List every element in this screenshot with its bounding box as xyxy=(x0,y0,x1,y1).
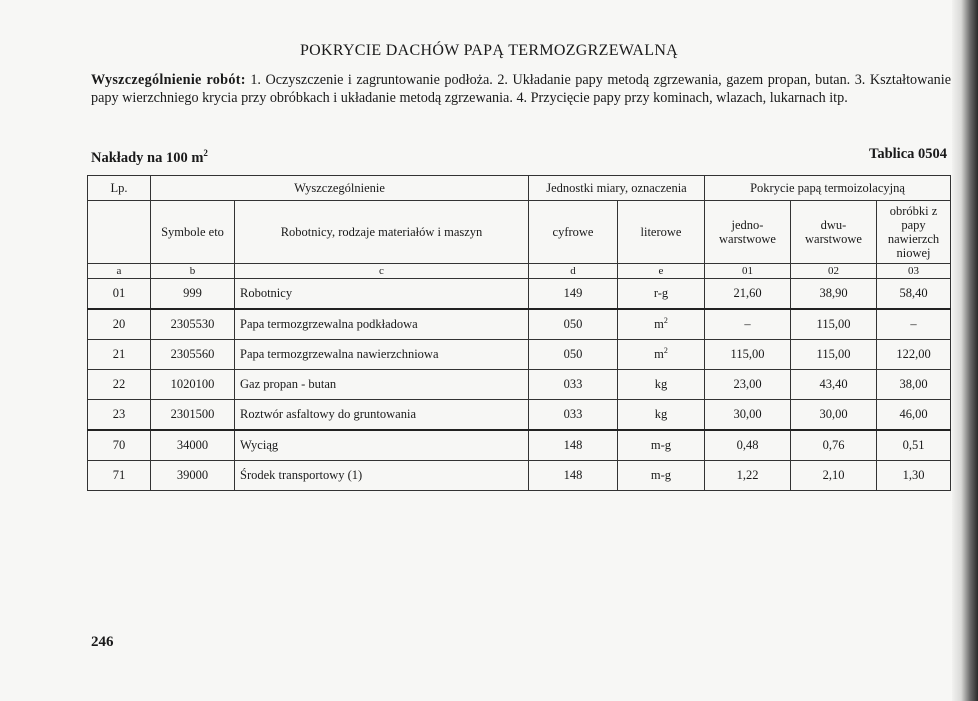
cell-obrobki-text: 0,51 xyxy=(902,438,925,452)
cell-lp-text: 21 xyxy=(112,347,126,361)
cell-symbol-text: 2305560 xyxy=(170,347,215,361)
cell-jednowarstwowe xyxy=(705,370,791,400)
table-row xyxy=(88,279,951,310)
cell-symbol xyxy=(151,340,235,370)
cell-jednowarstwowe-text: 23,00 xyxy=(733,377,762,391)
cell-literowe xyxy=(618,279,705,310)
cell-obrobki-text: 38,00 xyxy=(899,377,928,391)
cell-dwuwarstwowe xyxy=(791,461,877,491)
cell-dwuwarstwowe-text: 115,00 xyxy=(816,317,851,331)
cell-lp-text: 01 xyxy=(112,286,126,300)
unit-exponent: 2 xyxy=(663,346,668,356)
cell-symbol xyxy=(151,430,235,461)
cell-jednowarstwowe-text: 115,00 xyxy=(730,347,765,361)
cell-dwuwarstwowe-text: 2,10 xyxy=(822,468,845,482)
cell-jednowarstwowe xyxy=(705,430,791,461)
cell-obrobki-text: 46,00 xyxy=(899,407,928,421)
page-number: 246 xyxy=(91,634,114,650)
cell-symbol xyxy=(151,400,235,431)
cell-obrobki xyxy=(877,370,951,400)
cell-jednowarstwowe xyxy=(705,461,791,491)
cell-literowe xyxy=(618,430,705,461)
cell-obrobki xyxy=(877,461,951,491)
cell-lp xyxy=(88,340,151,370)
cell-obrobki-text: 122,00 xyxy=(896,347,931,361)
cell-cyfrowe-text: 033 xyxy=(563,377,583,391)
cell-literowe-text: m-g xyxy=(650,468,672,482)
table-row xyxy=(88,370,951,400)
cell-symbol xyxy=(151,461,235,491)
cell-name-text: Robotnicy xyxy=(240,286,293,300)
column-letter: e xyxy=(618,264,705,279)
naklady-exponent: 2 xyxy=(203,148,208,158)
cell-cyfrowe-text: 148 xyxy=(563,438,583,452)
unit-exponent: 2 xyxy=(663,316,668,326)
cell-name xyxy=(235,279,529,310)
cell-dwuwarstwowe-text: 43,40 xyxy=(819,377,848,391)
cell-obrobki-text: – xyxy=(910,317,917,331)
header-robotnicy: Robotnicy, rodzaje materiałów i maszyn xyxy=(235,201,529,264)
cell-symbol xyxy=(151,279,235,310)
cell-literowe-text: r-g xyxy=(653,286,669,300)
cell-jednowarstwowe xyxy=(705,340,791,370)
column-letter: d xyxy=(529,264,618,279)
table-row xyxy=(88,340,951,370)
header-symbole: Symbole eto xyxy=(151,201,235,264)
cell-obrobki xyxy=(877,309,951,340)
cell-name-text: Gaz propan - butan xyxy=(240,377,337,391)
table-row xyxy=(88,400,951,431)
cell-name xyxy=(235,461,529,491)
cell-dwuwarstwowe-text: 30,00 xyxy=(819,407,848,421)
cell-jednowarstwowe-text: 21,60 xyxy=(733,286,762,300)
works-description xyxy=(91,72,951,107)
cell-obrobki-text: 58,40 xyxy=(899,286,928,300)
cell-obrobki xyxy=(877,400,951,431)
cell-obrobki xyxy=(877,279,951,310)
cell-cyfrowe-text: 050 xyxy=(563,347,583,361)
cell-lp-text: 20 xyxy=(112,317,126,331)
cell-literowe xyxy=(618,340,705,370)
table-row xyxy=(88,309,951,340)
cell-jednowarstwowe-text: 30,00 xyxy=(733,407,762,421)
cell-jednowarstwowe xyxy=(705,279,791,310)
cell-lp-text: 70 xyxy=(112,438,126,452)
header-jednostki: Jednostki miary, oznaczenia xyxy=(529,176,705,201)
cell-symbol xyxy=(151,309,235,340)
cell-dwuwarstwowe-text: 115,00 xyxy=(816,347,851,361)
cell-lp xyxy=(88,279,151,310)
cell-literowe xyxy=(618,370,705,400)
cell-jednowarstwowe-text: 0,48 xyxy=(736,438,759,452)
cell-lp xyxy=(88,309,151,340)
column-letters-row xyxy=(88,264,951,279)
cell-literowe-text: kg xyxy=(654,377,668,391)
cell-literowe xyxy=(618,461,705,491)
cell-name-text: Środek transportowy (1) xyxy=(240,468,363,482)
cell-name xyxy=(235,370,529,400)
cell-jednowarstwowe-text: 1,22 xyxy=(736,468,759,482)
header-row-1 xyxy=(88,176,951,201)
column-letter: a xyxy=(88,264,151,279)
header-dwuwarstwowe: dwu- warstwowe xyxy=(791,201,877,264)
cell-obrobki-text: 1,30 xyxy=(902,468,925,482)
cell-symbol-text: 39000 xyxy=(176,468,209,482)
cell-obrobki xyxy=(877,430,951,461)
cell-literowe-text: m xyxy=(654,347,664,362)
cell-name-text: Papa termozgrzewalna nawierzchniowa xyxy=(240,347,439,361)
cell-cyfrowe-text: 148 xyxy=(563,468,583,482)
cell-symbol-text: 2301500 xyxy=(170,407,215,421)
header-lp: Lp. xyxy=(88,176,151,201)
cell-name xyxy=(235,309,529,340)
cell-name-text: Papa termozgrzewalna podkładowa xyxy=(240,317,418,331)
cell-symbol-text: 34000 xyxy=(176,438,209,452)
cell-cyfrowe xyxy=(529,370,618,400)
works-description-label: Wyszczególnienie robót: xyxy=(91,72,246,88)
column-letter: 01 xyxy=(705,264,791,279)
cell-lp xyxy=(88,400,151,431)
cell-dwuwarstwowe xyxy=(791,430,877,461)
cell-lp xyxy=(88,430,151,461)
cell-name-text: Roztwór asfaltowy do gruntowania xyxy=(240,407,417,421)
header-jednowarstwowe: jedno- warstwowe xyxy=(705,201,791,264)
cell-lp xyxy=(88,461,151,491)
table-row xyxy=(88,430,951,461)
header-row-2 xyxy=(88,201,951,264)
cell-literowe xyxy=(618,309,705,340)
cell-literowe-text: kg xyxy=(654,407,668,421)
header-literowe: literowe xyxy=(618,201,705,264)
header-wyszczegolnienie: Wyszczególnienie xyxy=(151,176,529,201)
naklady-label: Nakłady na 100 m xyxy=(91,149,204,166)
naklady-heading xyxy=(91,148,208,167)
cell-symbol xyxy=(151,370,235,400)
cell-jednowarstwowe xyxy=(705,309,791,340)
cell-cyfrowe xyxy=(529,279,618,310)
cell-literowe xyxy=(618,400,705,431)
cell-literowe-text: m xyxy=(654,317,664,332)
cell-name xyxy=(235,340,529,370)
cell-cyfrowe xyxy=(529,340,618,370)
cell-symbol-text: 1020100 xyxy=(170,377,215,391)
cell-dwuwarstwowe xyxy=(791,279,877,310)
cell-lp-text: 22 xyxy=(112,377,126,391)
cell-cyfrowe-text: 149 xyxy=(563,286,583,300)
cell-dwuwarstwowe xyxy=(791,370,877,400)
cell-name-text: Wyciąg xyxy=(240,438,279,452)
cell-literowe-text: m-g xyxy=(650,438,672,452)
cell-dwuwarstwowe-text: 0,76 xyxy=(822,438,845,452)
cell-cyfrowe-text: 050 xyxy=(563,317,583,331)
cell-dwuwarstwowe xyxy=(791,340,877,370)
cell-dwuwarstwowe xyxy=(791,400,877,431)
cell-cyfrowe xyxy=(529,461,618,491)
cell-dwuwarstwowe-text: 38,90 xyxy=(819,286,848,300)
cell-jednowarstwowe xyxy=(705,400,791,431)
norms-table xyxy=(87,175,951,491)
cell-lp-text: 23 xyxy=(112,407,126,421)
cell-jednowarstwowe-text: – xyxy=(744,317,751,331)
header-pokrycie: Pokrycie papą termoizolacyjną xyxy=(705,176,951,201)
cell-dwuwarstwowe xyxy=(791,309,877,340)
page-binding-shadow xyxy=(952,0,978,701)
column-letter: c xyxy=(235,264,529,279)
cell-cyfrowe xyxy=(529,430,618,461)
cell-lp xyxy=(88,370,151,400)
cell-name xyxy=(235,400,529,431)
column-letter: b xyxy=(151,264,235,279)
cell-symbol-text: 2305530 xyxy=(170,317,215,331)
header-obrobki: obróbki z papy nawierzch niowej xyxy=(877,201,951,264)
column-letter: 02 xyxy=(791,264,877,279)
cell-lp-text: 71 xyxy=(112,468,126,482)
header-cyfrowe: cyfrowe xyxy=(529,201,618,264)
table-row xyxy=(88,461,951,491)
cell-symbol-text: 999 xyxy=(183,286,202,300)
cell-name xyxy=(235,430,529,461)
table-number: Tablica 0504 xyxy=(869,146,948,162)
cell-obrobki xyxy=(877,340,951,370)
column-letter: 03 xyxy=(877,264,951,279)
cell-cyfrowe-text: 033 xyxy=(563,407,583,421)
works-description-text: 1. Oczyszczenie i zagruntowanie podłoża. 2. Układanie papy metodą zgrzewania, gazem propan, butan. 3. Kształtowanie papy wierzchniego krycia przy obróbkach i układanie metodą zgrzewania. 4. Przycięcie papy przy kominach, wlazach, lukarnach itp. xyxy=(91,72,952,106)
page-title: POKRYCIE DACHÓW PAPĄ TERMOZGRZEWALNĄ xyxy=(299,42,679,59)
header-lp-continued xyxy=(88,201,151,264)
cell-cyfrowe xyxy=(529,309,618,340)
cell-cyfrowe xyxy=(529,400,618,431)
